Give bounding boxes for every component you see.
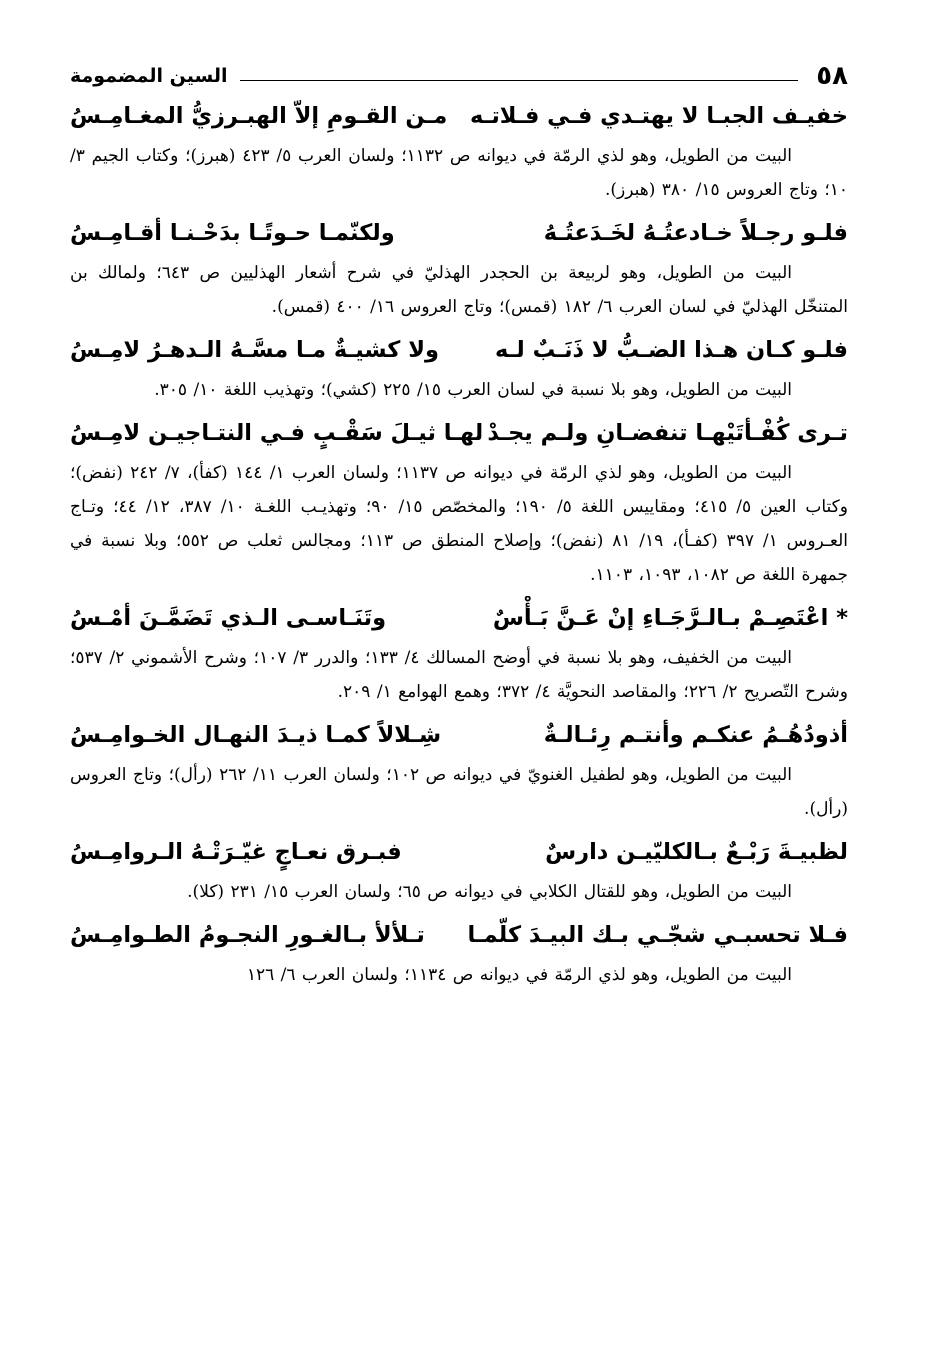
verse-second-hemistich: مـن القـومِ إلاّ الهبـرزيُّ المغـامِـسُ [70,103,448,129]
verse-annotation: البيت من الطويل، وهو لربيعة بن الحجدر الهذليّ في شرح أشعار الهذليين ص ٦٤٣؛ ولمالك بن المتنخّل الهذليّ في لسان العرب ٦/ ١٨٢ (قمس)؛ وتاج العروس ١٦/ ٤٠٠ (قمس). [70,263,848,317]
verse-second-hemistich: فبـرق نعـاجٍ غيّـرَتْـهُ الـروامِـسُ [70,839,402,865]
verse-second-hemistich: لهـا ثيـلَ سَقْـبٍ فـي النتـاجيـن لامِـسُ [70,420,484,446]
header-rule [240,80,799,81]
page-number: ٥٨ [816,61,848,91]
verse-first-hemistich: تـرى كُفْـأتَيْهـا تنفضـانِ ولـم يجـدْ [487,420,848,446]
verse-annotation: البيت من الطويل، وهو للقتال الكلابي في ديوانه ص ٦٥؛ ولسان العرب ١٥/ ٢٣١ (كلا). [187,882,792,902]
verse-line [70,211,848,256]
verse-first-hemistich: لظبيـةَ رَبْـعٌ بـالكليّيـن دارسٌ [545,839,848,865]
verse-second-hemistich: ولكنّمـا حـوتًـا بدَحْـنـا أقـامِـسُ [70,220,395,246]
verse-first-hemistich: فلـو كـان هـذا الضـبُّ لا ذَنَـبٌ لـه [494,337,848,363]
verse-second-hemistich: شِـلالاً كمـا ذيـدَ النهـال الخـوامِـسُ [70,722,442,748]
page-header [70,58,848,94]
entry [70,596,848,709]
verse-second-hemistich: ولا كشيـةٌ مـا مسَّـهُ الـدهـرُ لامِـسُ [70,337,439,363]
verse-annotation: البيت من الطويل، وهو لذي الرمّة في ديوانه ص ١١٣٤؛ ولسان العرب ٦/ ١٢٦ [246,965,792,985]
entry [70,913,848,992]
chapter-title: السين المضمومة [70,65,228,87]
verse-line [70,411,848,456]
verse-first-hemistich: فـلا تحسبـي شجّـي بـك البيـدَ كلّمـا [467,922,848,948]
verse-second-hemistich: تـلألأ بـالغـورِ النجـومُ الطـوامِـسُ [70,922,425,948]
verse-annotation: البيت من الطويل، وهو لذي الرمّة في ديوانه ص ١١٣٧؛ ولسان العرب ١/ ١٤٤ (كفأ)، ٧/ ٢٤٢ (نفض)؛ وكتاب العين ٥/ ٤١٥؛ ومقاييس اللغة ٥/ ١٩٠؛ والمخصّص ١٥/ ٩٠؛ وتهذيـب اللغـة ١٠/ ٣٨٧، ١٢/ ٤٤؛ وتـاج العـروس ١/ ٣٩٧ (كفـأ)، ١٩/ ٨١ (نفض)؛ وإصلاح المنطق ص ١١٣؛ ومجالس ثعلب ص ٥٥٢؛ وبلا نسبة في جمهرة اللغة ص ١٠٨٢، ١٠٩٣، ١١٠٣. [70,463,848,585]
verse-line [70,713,848,758]
verse-first-hemistich: * اعْتَصِـمْ بـالـرَّجَـاءِ إنْ عَـنَّ بَـأْسٌ [492,605,848,631]
verse-line [70,913,848,958]
verse-line [70,596,848,641]
verse-first-hemistich: خفيـف الجبـا لا يهتـدي فـي فـلاتـه [470,103,848,129]
verse-first-hemistich: فلـو رجـلاً خـادعتُـهُ لخَـدَعتُـهُ [543,220,848,246]
verse-annotation: البيت من الطويل، وهو لطفيل الغنويّ في ديوانه ص ١٠٢؛ ولسان العرب ١١/ ٢٦٢ (رأل)؛ وتاج العروس (رأل). [70,765,848,819]
verse-annotation: البيت من الطويل، وهو لذي الرمّة في ديوانه ص ١١٣٢؛ ولسان العرب ٥/ ٤٢٣ (هبرز)؛ وكتاب الجيم ٣/ ١٠؛ وتاج العروس ١٥/ ٣٨٠ (هبرز). [70,146,848,200]
book-page [70,58,848,992]
verse-line [70,94,848,139]
entry [70,211,848,324]
verse-second-hemistich: وتَنَـاسـى الـذي تَضَمَّـنَ أمْـسُ [70,605,387,631]
entry [70,411,848,592]
entry [70,328,848,407]
entry [70,830,848,909]
verse-annotation: البيت من الخفيف، وهو بلا نسبة في أوضح المسالك ٤/ ١٣٣؛ والدرر ٣/ ١٠٧؛ وشرح الأشموني ٢/ ٥٣٧؛ وشرح التّصريح ٢/ ٢٢٦؛ والمقاصد النحويَّة ٤/ ٣٧٢؛ وهمع الهوامع ١/ ٢٠٩. [70,648,848,702]
verse-first-hemistich: أذودُهُـمُ عنكـم وأنتـم رِئـالـةٌ [543,722,848,748]
verse-line [70,830,848,875]
entry [70,713,848,826]
verse-annotation: البيت من الطويل، وهو بلا نسبة في لسان العرب ١٥/ ٢٢٥ (كشي)؛ وتهذيب اللغة ١٠/ ٣٠٥. [154,380,792,400]
verse-line [70,328,848,373]
entry [70,94,848,207]
